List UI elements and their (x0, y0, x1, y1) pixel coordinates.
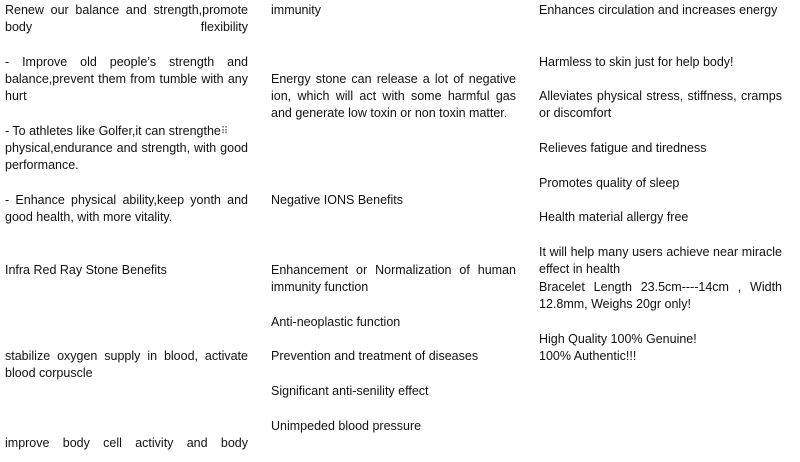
heading-negative-ions-benefits (271, 192, 516, 209)
paragraph-athletes-line1: - To athletes like Golfer,it can strengthe (5, 124, 221, 138)
paragraph-harmless-skin (539, 54, 782, 71)
paragraph-bracelet-specs-text: Bracelet Length 23.5cm----14cm , Width 12.8mm, Weighs 20gr only! (539, 280, 782, 311)
paragraph-authentic-text: 100% Authentic!!! (539, 349, 637, 363)
paragraph-improve-old-people (5, 54, 248, 105)
paragraph-anti-neoplastic (271, 314, 516, 331)
paragraph-enhancement-normalization (271, 262, 516, 296)
paragraph-improve-old-people-text: - Improve old people’s strength and balance,prevent them from tumble with any hurt (5, 55, 248, 103)
paragraph-miracle-effect (539, 244, 782, 278)
paragraph-anti-senility (271, 383, 516, 400)
heading-infra-red-benefits (5, 262, 248, 279)
paragraph-stabilize-oxygen (5, 348, 248, 382)
paragraph-blood-pressure (271, 418, 516, 435)
paragraph-energy-stone-text: Energy stone can release a lot of negative ion, which will act with some harmful gas and generate low toxin or non toxin matter. (271, 72, 516, 120)
text-column-1 (5, 0, 248, 462)
paragraph-alleviates-stress (539, 88, 782, 122)
paragraph-allergy-free-text: Health material allergy free (539, 210, 689, 224)
paragraph-bracelet-specs (539, 279, 782, 313)
paragraph-improve-cell-activity (5, 435, 248, 452)
paragraph-relieves-fatigue-text: Relieves fatigue and tiredness (539, 141, 707, 155)
paragraph-harmless-skin-text: Harmless to skin just for help body! (539, 55, 734, 69)
paragraph-anti-neoplastic-text: Anti-neoplastic function (271, 315, 401, 329)
paragraph-improve-cell-activity-text: improve body cell activity and body (5, 436, 248, 450)
paragraph-enhance-physical-text: - Enhance physical ability,keep yonth and good health, with more vitality. (5, 193, 248, 224)
paragraph-authentic (539, 348, 782, 365)
paragraph-miracle-effect-text: It will help many users achieve near miracle effect in health (539, 245, 782, 276)
paragraph-stabilize-oxygen-text: stabilize oxygen supply in blood, activate blood corpuscle (5, 349, 248, 380)
paragraph-prevention-treatment (271, 348, 516, 365)
paragraph-quality-sleep-text: Promotes quality of sleep (539, 176, 680, 190)
paragraph-renew-balance-text: Renew our balance and strength,promote body flexibility (5, 3, 248, 34)
broken-glyph-icon: ⠿ (220, 126, 229, 137)
paragraph-high-quality (539, 331, 782, 348)
paragraph-athletes-rest: physical,endurance and strength, with good performance. (5, 141, 248, 172)
heading-negative-ions-benefits-text: Negative IONS Benefits (271, 193, 404, 207)
heading-infra-red-benefits-text: Infra Red Ray Stone Benefits (5, 263, 167, 277)
text-column-3 (539, 0, 782, 462)
paragraph-alleviates-stress-text: Alleviates physical stress, stiffness, cramps or discomfort (539, 89, 782, 120)
paragraph-athletes-golfer (5, 123, 248, 174)
paragraph-high-quality-text: High Quality 100% Genuine! (539, 332, 697, 346)
paragraph-allergy-free (539, 209, 782, 226)
paragraph-anti-senility-text: Significant anti-senility effect (271, 384, 429, 398)
paragraph-blood-pressure-text: Unimpeded blood pressure (271, 419, 422, 433)
paragraph-enhancement-normalization-text: Enhancement or Normalization of human immunity function (271, 263, 516, 294)
text-column-2 (271, 0, 516, 462)
paragraph-quality-sleep (539, 175, 782, 192)
paragraph-enhances-circulation (539, 2, 782, 19)
paragraph-relieves-fatigue (539, 140, 782, 157)
paragraph-immunity (271, 2, 516, 19)
paragraph-prevention-treatment-text: Prevention and treatment of diseases (271, 349, 479, 363)
paragraph-immunity-text: immunity (271, 3, 322, 17)
paragraph-enhances-circulation-text: Enhances circulation and increases energy (539, 3, 778, 17)
paragraph-energy-stone (271, 71, 516, 122)
paragraph-enhance-physical (5, 192, 248, 226)
paragraph-renew-balance (5, 2, 248, 36)
